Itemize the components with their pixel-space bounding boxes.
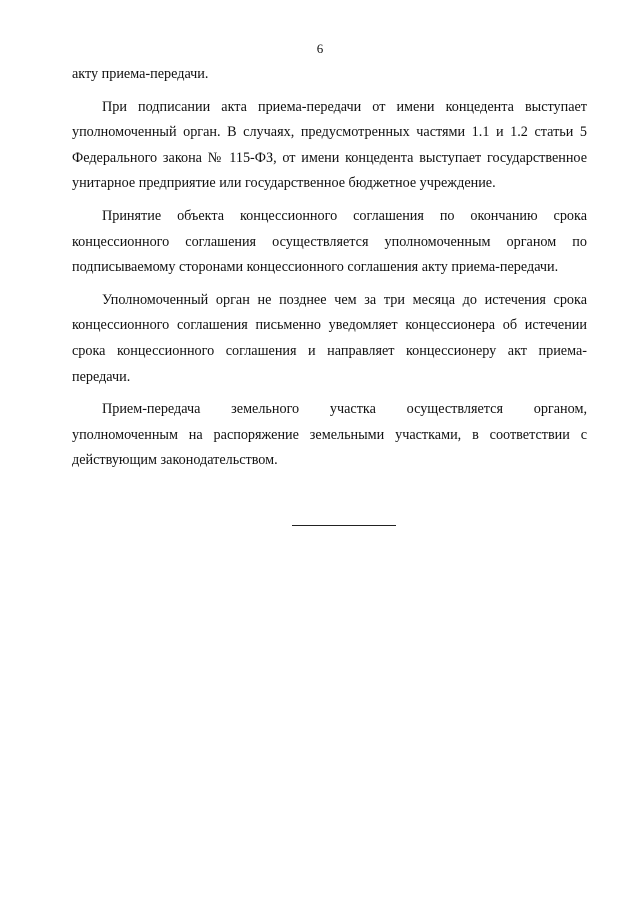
paragraph-notification: Уполномоченный орган не позднее чем за три месяца до истечения срока концессионного соглашения письменно уведомляет концессионера об истечении срока концессионного соглашения и направляет концессионеру акт приема-передачи.	[72, 291, 587, 385]
continuation-text: акту приема-передачи.	[72, 66, 209, 82]
paragraph-acceptance: Принятие объекта концессионного соглашения по окончанию срока концессионного соглашения осуществляется уполномоченным органом по подписываемому сторонами концессионного соглашения акту приема-передачи.	[72, 207, 587, 276]
page-number: 6	[316, 41, 324, 56]
paragraph-signing: При подписании акта приема-передачи от имени концедента выступает уполномоченный орган. В случаях, предусмотренных частями 1.1 и 1.2 статьи 5 Федерального закона № 115-ФЗ, от имени концедента выступает государственное унитарное предприятие или государственное бюджетное учреждение.	[72, 98, 587, 192]
paragraph-land-transfer: Прием-передача земельного участка осуществляется органом, уполномоченным на распоряжение земельными участками, в соответствии с действующим законодательством.	[72, 401, 587, 469]
end-of-document-rule	[292, 525, 396, 526]
document-body	[72, 62, 587, 481]
